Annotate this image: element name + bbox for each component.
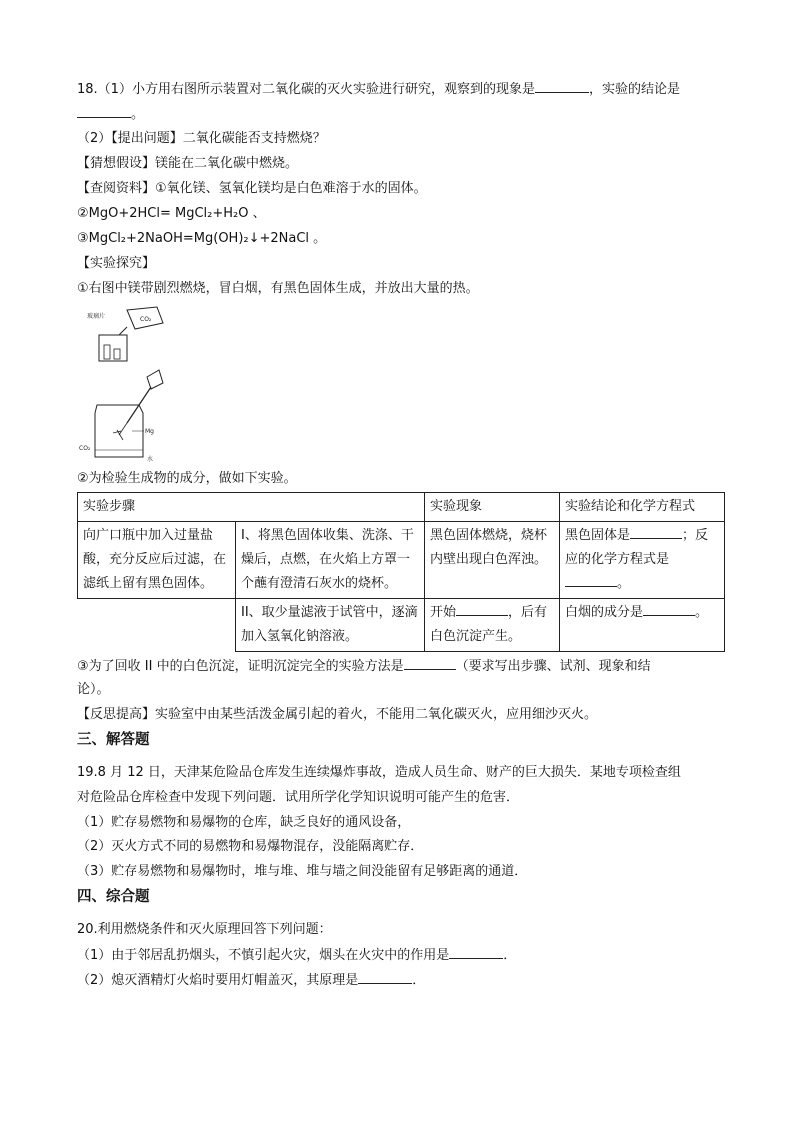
phenomenon-1: 黑色固体燃烧，烧杯内壁出现白色浑浊。 <box>425 522 560 599</box>
step-main: 向广口瓶中加入过量盐酸，充分反应后过滤，在滤纸上留有黑色固体。 <box>78 522 236 599</box>
answer-blank <box>449 946 503 959</box>
section-title: 四、综合题 <box>77 889 150 905</box>
phenomenon-2: 开始 ，后有白色沉淀产生。 <box>425 599 560 652</box>
answer-blank <box>643 603 695 616</box>
q18-line-9: ①右图中镁带剧烈燃烧，冒白烟，有黑色固体生成，并放出大量的热。 <box>77 281 479 296</box>
header-steps: 实验步骤 <box>78 493 425 522</box>
answer-blank <box>358 971 412 984</box>
table-header-row <box>78 493 725 522</box>
q19-line-4: （2）灭火方式不同的易燃物和易爆物混存，没能隔离贮存． <box>77 839 424 854</box>
header-conclusion: 实验结论和化学方程式 <box>560 493 725 522</box>
table-row <box>78 522 725 599</box>
header-phenomena: 实验现象 <box>425 493 560 522</box>
conclusion-2: 白烟的成分是 。 <box>560 599 725 652</box>
q18-line-3: （2）【提出问题】二氧化碳能否支持燃烧？ <box>77 131 326 146</box>
label-glass-plate: 玻璃片 <box>87 313 106 320</box>
apparatus-figure <box>77 305 167 470</box>
label-water: 水 <box>147 456 154 463</box>
q18-line-10: ②为检验生成物的成分，做如下实验。 <box>77 471 297 486</box>
q20-line-3: （2）熄灭酒精灯火焰时要用灯帽盖灭，其原理是 ． <box>77 973 426 988</box>
table-row <box>78 599 725 652</box>
q18-line-11: ③为了回收 II 中的白色沉淀，证明沉淀完全的实验方法是 （要求写出步骤、试剂、现象和结 <box>77 659 651 674</box>
q19-line-3: （1）贮存易燃物和易爆物的仓库，缺乏良好的通风设备， <box>77 815 411 830</box>
answer-blank <box>456 603 508 616</box>
q20-line-1: 20.利用燃烧条件和灭火原理回答下列问题： <box>77 922 332 937</box>
step-1: I、将黑色固体收集、洗涤、干燥后，点燃，在火焰上方罩一个蘸有澄清石灰水的烧杯。 <box>236 522 425 599</box>
conclusion-1: 黑色固体是 ；反应的化学方程式是。 <box>560 522 725 599</box>
answer-blank <box>630 526 682 539</box>
q19-line-5: （3）贮存易燃物和易爆物时，堆与堆、堆与墙之间没能留有足够距离的通道． <box>77 864 528 879</box>
q18-line-6: ②MgO+2HCl= MgCl₂+H₂O 、 <box>77 206 266 221</box>
answer-blank <box>535 80 589 93</box>
q18-line-4: 【猜想假设】镁能在二氧化碳中燃烧。 <box>77 156 299 171</box>
q18-line-13: 【反思提高】实验室中由某些活泼金属引起的着火，不能用二氧化碳灭火，应用细沙灭火。 <box>77 707 598 722</box>
q18-line-2: 。 <box>77 105 144 124</box>
answer-blank <box>77 105 131 118</box>
section-title: 三、解答题 <box>77 732 150 748</box>
empty-cell <box>78 599 236 652</box>
q18-line-1: 18.（1）小方用右图所示装置对二氧化碳的灭火实验进行研究，观察到的现象是 ，实验的结论是 <box>77 82 680 97</box>
step-2: II、取少量滤液于试管中，逐滴加入氢氧化钠溶液。 <box>236 599 425 652</box>
label-co2-top: CO₂ <box>140 316 152 323</box>
label-mg: Mg <box>145 428 154 435</box>
q18-line-5: 【查阅资料】①氧化镁、氢氧化镁均是白色难溶于水的固体。 <box>77 181 427 196</box>
label-co2-side: CO₂ <box>79 445 91 452</box>
answer-blank <box>565 574 617 587</box>
q19-line-1: 19.8 月 12 日，天津某危险品仓库发生连续爆炸事故，造成人员生命、财产的巨大损失．某地专项检查组 <box>77 765 681 780</box>
q19-line-2: 对危险品仓库检查中发现下列问题．试用所学化学知识说明可能产生的危害． <box>77 790 520 805</box>
q18-line-8: 【实验探究】 <box>77 256 156 271</box>
q20-line-2: （1）由于邻居乱扔烟头，不慎引起火灾，烟头在火灾中的作用是 ． <box>77 948 517 963</box>
q18-line-7: ③MgCl₂+2NaOH=Mg(OH)₂↓+2NaCl 。 <box>77 231 327 246</box>
q18-line-12: 论）。 <box>77 682 110 697</box>
experiment-table <box>77 492 725 652</box>
answer-blank <box>404 657 456 670</box>
